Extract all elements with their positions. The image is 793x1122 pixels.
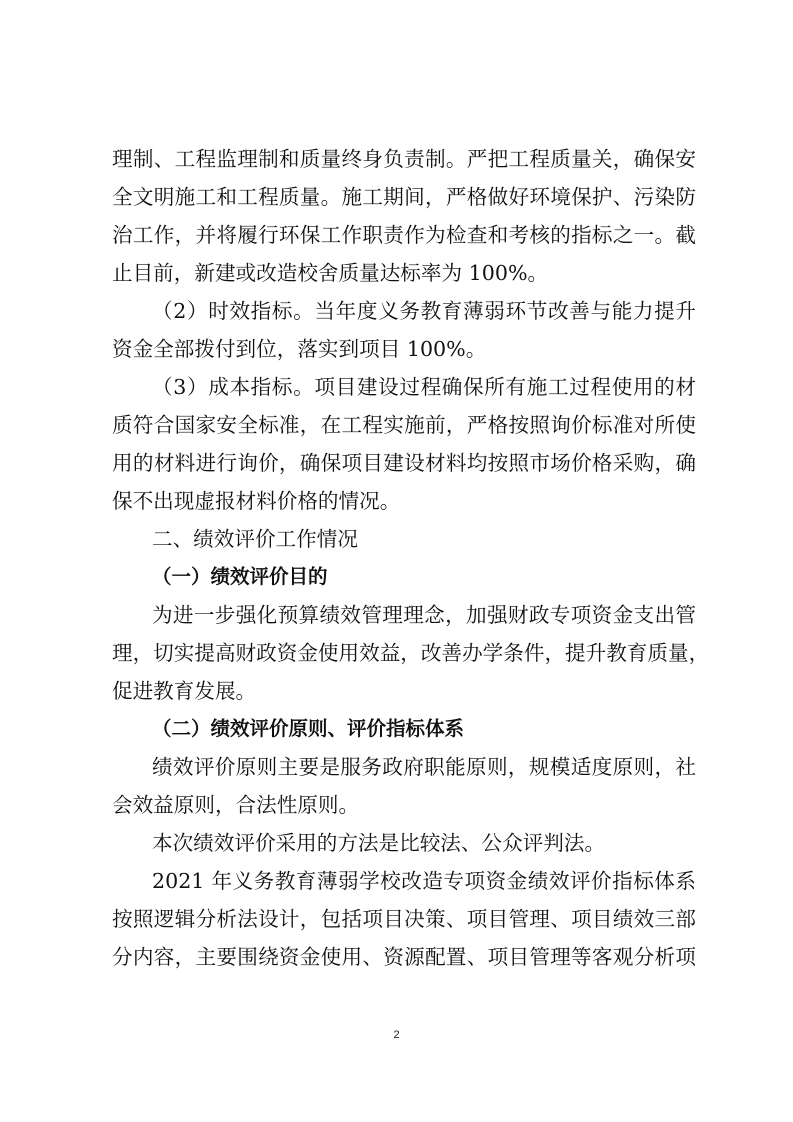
subsection-heading: （二）绩效评价原则、评价指标体系: [152, 717, 465, 740]
paragraph-line: 会效益原则，合法性原则。: [112, 793, 360, 817]
paragraph-line: 资金全部拨付到位，落实到项目 100%。: [112, 337, 487, 361]
paragraph-line: 分内容，主要围绕资金使用、资源配置、项目管理等客观分析项: [112, 945, 696, 969]
paragraph-line: 保不出现虚报材料价格的情况。: [112, 489, 401, 513]
paragraph-line: 绩效评价原则主要是服务政府职能原则，规模适度原则，社: [152, 755, 696, 779]
paragraph-line: （2）时效指标。当年度义务教育薄弱环节改善与能力提升: [152, 299, 696, 323]
page-number: 2: [393, 1029, 400, 1041]
paragraph-line: 全文明施工和工程质量。施工期间，严格做好环境保护、污染防: [112, 185, 696, 209]
paragraph-line: 本次绩效评价采用的方法是比较法、公众评判法。: [152, 831, 606, 855]
paragraph-line: （3）成本指标。项目建设过程确保所有施工过程使用的材: [152, 375, 696, 399]
paragraph-line: 促进教育发展。: [112, 679, 257, 703]
paragraph-line: 为进一步强化预算绩效管理理念，加强财政专项资金支出管: [152, 603, 696, 627]
paragraph-line: 质符合国家安全标准，在工程实施前，严格按照询价标准对所使: [112, 413, 696, 437]
paragraph-line: 用的材料进行询价，确保项目建设材料均按照市场价格采购，确: [112, 451, 696, 475]
paragraph-line: 理，切实提高财政资金使用效益，改善办学条件，提升教育质量，: [112, 641, 710, 665]
paragraph-line: 止目前，新建或改造校舍质量达标率为 100%。: [112, 261, 549, 285]
paragraph-line: 理制、工程监理制和质量终身负责制。严把工程质量关，确保安: [112, 147, 696, 171]
paragraph-line: 治工作，并将履行环保工作职责作为检查和考核的指标之一。截: [112, 223, 696, 247]
paragraph-line: 2021 年义务教育薄弱学校改造专项资金绩效评价指标体系: [152, 869, 696, 893]
paragraph-line: 按照逻辑分析法设计，包括项目决策、项目管理、项目绩效三部: [112, 907, 696, 931]
subsection-heading: （一）绩效评价目的: [152, 565, 328, 588]
section-heading: 二、绩效评价工作情况: [152, 527, 358, 551]
